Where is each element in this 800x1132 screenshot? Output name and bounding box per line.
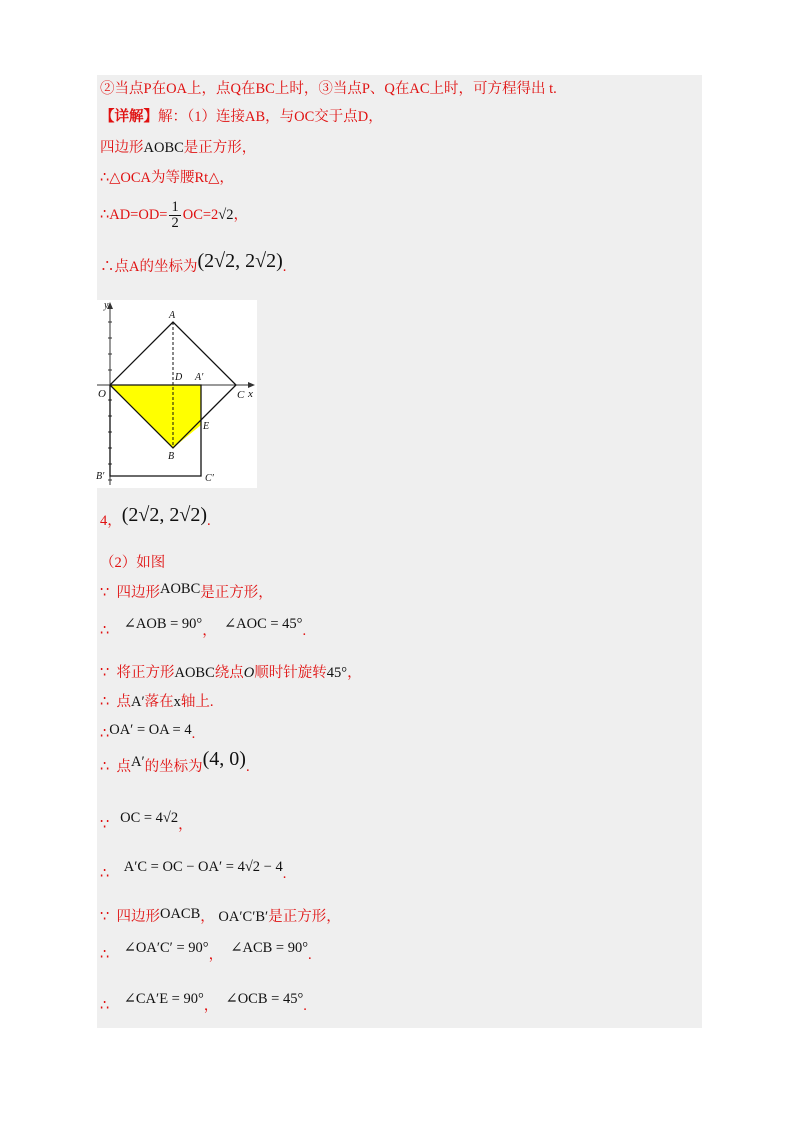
therefore-symbol: ∴ <box>100 694 110 710</box>
angle-AOC: ∠AOC = 45° <box>223 616 303 632</box>
line-3-suffix: 是正方形， <box>183 140 257 156</box>
square-OACB: OACB <box>159 906 201 922</box>
line-2-text: 解：（1）连接AB，与OC交于点D， <box>158 109 383 125</box>
line-7-prefix: 4， <box>100 513 122 529</box>
label-C-prime: C′ <box>205 473 214 484</box>
label-x: x <box>248 388 253 400</box>
angle-45: 45° <box>326 665 348 681</box>
line-3-math: AOBC <box>143 140 184 156</box>
line-6-suffix: . <box>282 259 287 275</box>
line-9-suffix: 是正方形， <box>200 585 273 601</box>
line-12-mid: 落在 <box>144 694 174 710</box>
line-12-suffix: 轴上. <box>180 694 214 710</box>
line-11-mid: 绕点 <box>214 665 244 681</box>
separator: ， <box>203 998 219 1014</box>
line-9-math: AOBC <box>159 581 201 597</box>
period: . <box>245 759 250 775</box>
angle-OCB: ∠OCB = 45° <box>225 991 304 1007</box>
label-D: D <box>175 372 183 383</box>
line-11-suffix: ， <box>347 665 362 681</box>
therefore-symbol: ∴ <box>100 623 110 639</box>
line-8-text: （2）如图 <box>100 555 166 571</box>
text-line-19 <box>100 987 307 1014</box>
shaded-region <box>110 385 201 448</box>
label-O: O <box>98 388 106 400</box>
line-17-suffix: 是正方形， <box>268 909 341 925</box>
line-11-mid2: 顺时针旋转 <box>254 665 327 681</box>
x-axis-symbol: x <box>173 694 181 710</box>
separator: ， <box>178 817 193 833</box>
period: . <box>302 623 307 639</box>
text-line-6 <box>100 250 287 280</box>
line-9-prefix: 四边形 <box>116 585 160 601</box>
text-line-1 <box>100 79 557 99</box>
text-line-10 <box>100 612 307 639</box>
separator: ， <box>208 947 224 963</box>
text-line-12 <box>100 692 214 712</box>
label-C: C <box>237 389 245 401</box>
text-line-9 <box>100 583 273 603</box>
equation-OA-prime: OA′ = OA = 4 <box>109 722 192 738</box>
text-line-17 <box>100 907 341 927</box>
label-A: A <box>169 310 176 321</box>
line-7-suffix: . <box>207 513 211 529</box>
text-line-4 <box>100 168 234 188</box>
line-4-text: ∴△OCA为等腰Rt△， <box>100 170 234 186</box>
coordinate-plane-svg <box>95 300 257 488</box>
text-line-7 <box>100 502 211 528</box>
line-5-prefix: ∴AD=OD= <box>100 207 168 223</box>
line-6-prefix: ∴点A的坐标为 <box>100 259 198 275</box>
line-7-coordinate: (2√2, 2√2) <box>121 504 208 526</box>
line-14-mid: 的坐标为 <box>144 759 203 775</box>
line-14-prefix: 点 <box>116 759 131 775</box>
period: . <box>282 866 287 882</box>
angle-ACB: ∠ACB = 90° <box>230 940 309 956</box>
text-line-2 <box>100 107 383 127</box>
period: . <box>303 998 307 1014</box>
point-A-prime: A′ <box>130 754 145 770</box>
line-5-suffix: ， <box>233 207 249 223</box>
point-A-prime: A′ <box>130 694 145 710</box>
line-5-radical: √2 <box>218 207 234 223</box>
point-O: O <box>243 665 255 681</box>
angle-OA-prime-C-prime: ∠OA′C′ = 90° <box>123 940 209 956</box>
fraction-numerator: 1 <box>171 199 179 216</box>
label-B: B <box>168 451 175 462</box>
separator: ， <box>200 909 215 925</box>
text-line-13 <box>100 720 195 740</box>
text-line-11 <box>100 663 362 683</box>
line-17-prefix: 四边形 <box>116 909 160 925</box>
line-11-square: AOBC <box>174 665 215 681</box>
line-12-prefix: 点 <box>116 694 131 710</box>
therefore-symbol: ∴ <box>100 866 110 882</box>
because-symbol: ∵ <box>100 909 110 925</box>
equation-A-prime-C: A′C = OC − OA′ = 4√2 − 4 <box>123 859 283 875</box>
line-6-coordinate: (2√2, 2√2) <box>197 250 283 272</box>
because-symbol: ∵ <box>100 817 110 833</box>
text-line-5 <box>100 200 248 231</box>
line-11-prefix: 将正方形 <box>116 665 175 681</box>
text-line-8 <box>100 553 165 573</box>
text-line-14 <box>100 748 250 779</box>
label-A-prime: A′ <box>195 372 204 383</box>
text-line-15 <box>100 806 193 833</box>
angle-AOB: ∠AOB = 90° <box>123 616 203 632</box>
therefore-symbol: ∴ <box>100 998 110 1014</box>
because-symbol: ∵ <box>100 585 110 601</box>
line-1-text: ②当点P在OA上，点Q在BC上时，③当点P、Q在AC上时，可方程得出 t. <box>100 81 557 97</box>
fraction-denominator: 2 <box>171 215 179 232</box>
because-symbol: ∵ <box>100 665 110 681</box>
angle-CA-prime-E: ∠CA′E = 90° <box>123 991 204 1007</box>
label-E: E <box>203 421 210 432</box>
line-5-mid: OC=2 <box>182 207 219 223</box>
period: . <box>191 726 196 742</box>
equation-OC: OC = 4√2 <box>120 810 179 826</box>
text-line-18 <box>100 936 312 963</box>
therefore-symbol: ∴ <box>100 759 110 775</box>
detail-heading: 【详解】 <box>100 109 158 125</box>
geometry-figure <box>95 300 257 488</box>
coordinate-4-0: (4, 0) <box>202 748 246 770</box>
separator: ， <box>202 623 217 639</box>
line-3-prefix: 四边形 <box>100 140 144 156</box>
label-B-prime: B′ <box>96 471 105 482</box>
text-line-3 <box>100 138 256 158</box>
therefore-symbol: ∴ <box>100 947 110 963</box>
fraction-half <box>169 200 180 231</box>
square-OA-prime-C-prime-B-prime: OA′C′B′ <box>218 909 269 925</box>
therefore-symbol: ∴ <box>100 726 110 742</box>
text-line-16 <box>100 855 287 882</box>
label-y: y <box>104 300 109 311</box>
period: . <box>308 947 312 963</box>
